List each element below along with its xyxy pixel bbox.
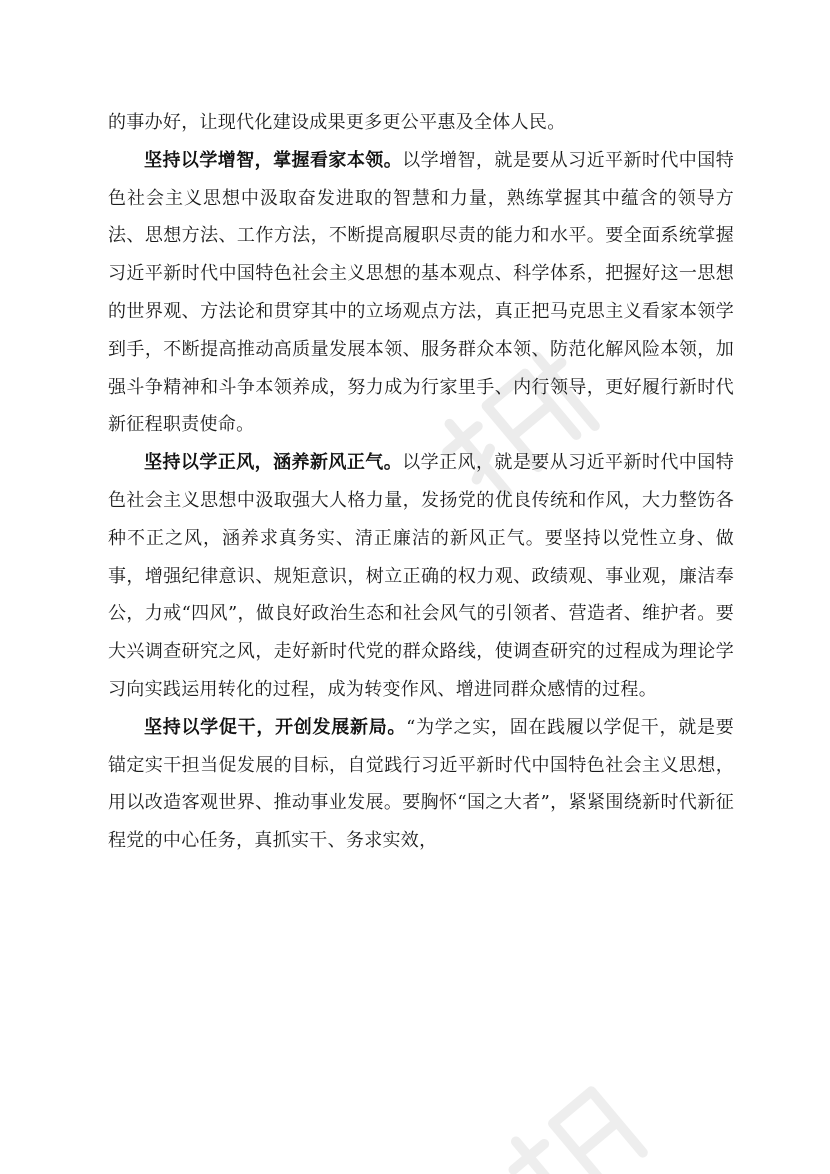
paragraph-continuation [108,104,734,142]
paragraph-learning-action [108,709,734,860]
document-body [108,104,734,860]
paragraph-text: 以学正风，就是要从习近平新时代中国特色社会主义思想中汲取强大人格力量，发扬党的优良传统和作风，大力整饬各种不正之风，涵养求真务实、清正廉洁的新风正气。要坚持以党性立身、做事，增强纪律意识、规矩意识，树立正确的权力观、政绩观、事业观，廉洁奉公，力戒“四风”，做良好政治生态和社会风气的引领者、营造者、维护者。要大兴调查研究之风，走好新时代党的群众路线，使调查研究的过程成为理论学习向实践运用转化的过程，成为转变作风、增进同群众感情的过程。 [108,452,734,700]
paragraph-heading: 坚持以学正风，涵养新风正气。 [144,452,403,474]
watermark-bottom [470,1070,690,1174]
paragraph-heading: 坚持以学增智，掌握看家本领。 [144,149,403,171]
paragraph-text: 的事办好，让现代化建设成果更多更公平惠及全体人民。 [108,112,566,133]
paragraph-heading: 坚持以学促干，开创发展新局。 [144,716,407,738]
watermark-stamp-icon-bottom [470,1070,690,1174]
paragraph-text: “为学之实，固在践履以学促干，就是要锚定实干担当促发展的目标，自觉践行习近平新时代中国特色社会主义思想，用以改造客观世界、推动事业发展。要胸怀“国之大者”，紧紧围绕新时代新征程党的中心任务，真抓实干、务求实效， [108,716,734,852]
paragraph-text: 以学增智，就是要从习近平新时代中国特色社会主义思想中汲取奋发进取的智慧和力量，熟练掌握其中蕴含的领导方法、思想方法、工作方法，不断提高履职尽责的能力和水平。要全面系统掌握习近平新时代中国特色社会主义思想的基本观点、科学体系，把握好这一思想的世界观、方法论和贯穿其中的立场观点方法，真正把马克思主义看家本领学到手，不断提高推动高质量发展本领、服务群众本领、防范化解风险本领，加强斗争精神和斗争本领养成，努力成为行家里手、内行领导，更好履行新时代新征程职责使命。 [108,149,734,436]
paragraph-learning-style [108,444,734,709]
paragraph-learning-wisdom [108,142,734,444]
